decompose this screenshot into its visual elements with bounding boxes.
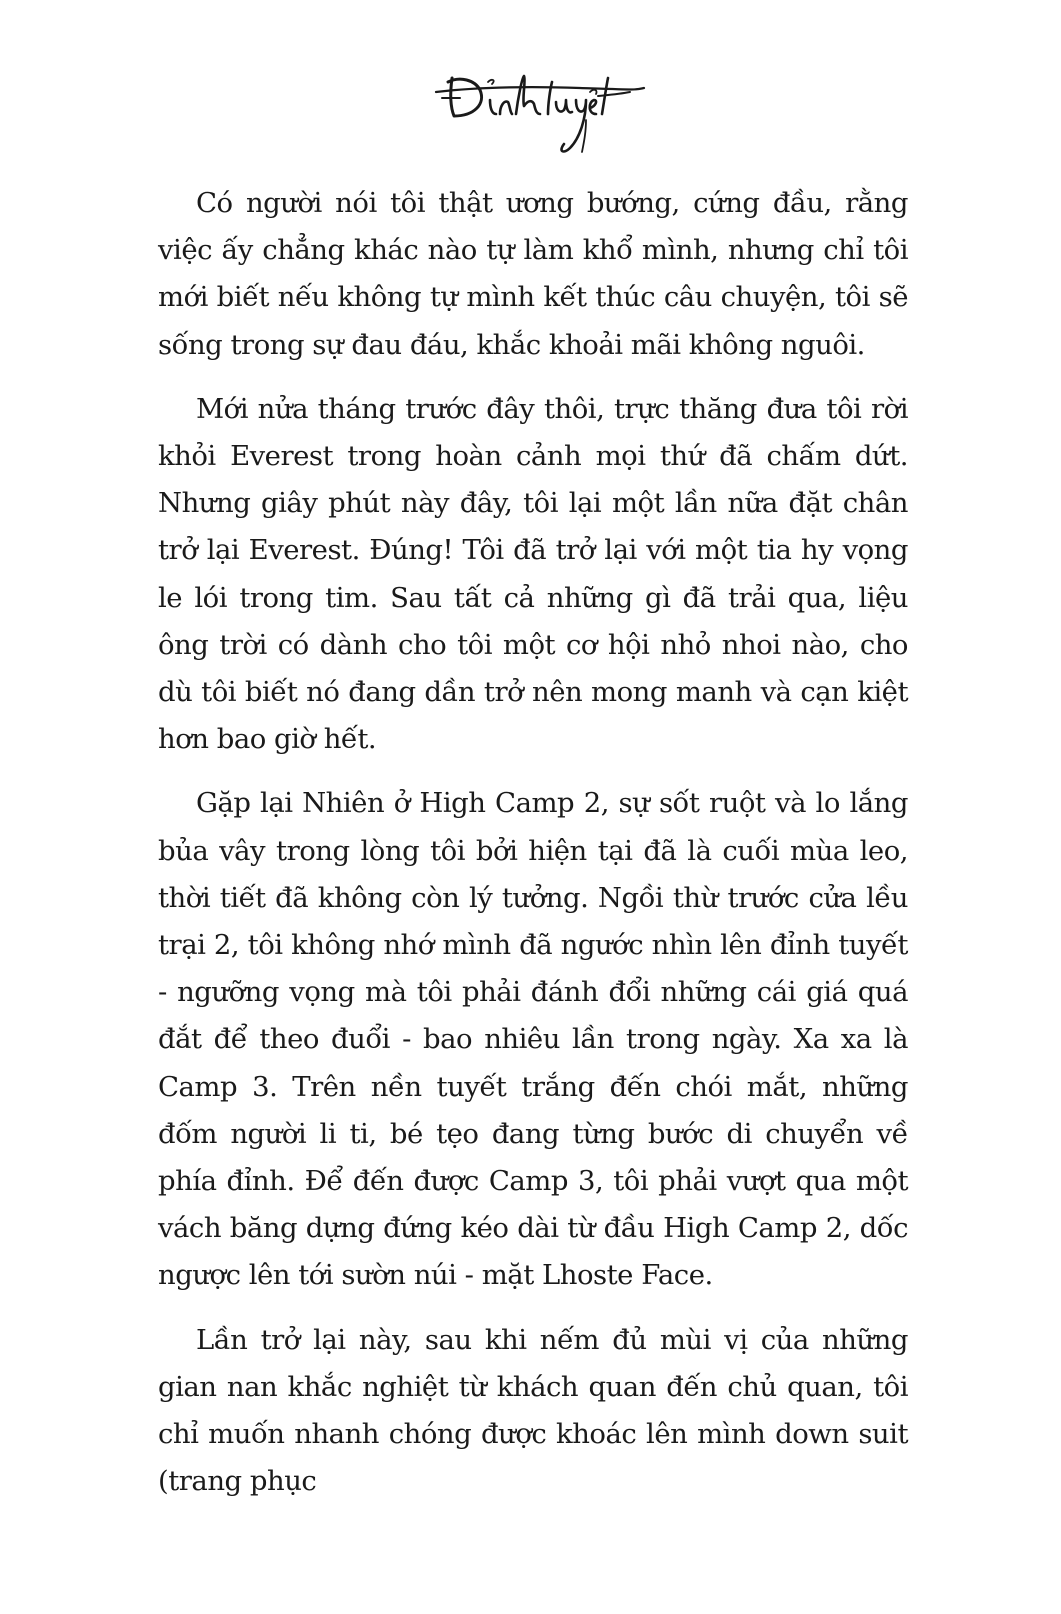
paragraph-4: Lần trở lại này, sau khi nếm đủ mùi vị của những gian nan khắc nghiệt từ khách quan đến chủ quan, tôi chỉ muốn nhanh chóng được khoác lên mình down suit (trang phục (158, 1323, 908, 1498)
paragraph-2: Mới nửa tháng trước đây thôi, trực thăng đưa tôi rời khỏi Everest trong hoàn cảnh mọi thứ đã chấm dứt. Nhưng giây phút này đây, tôi lại một lần nữa đặt chân trở lại Everest. Đúng! Tôi đã trở lại với một tia hy vọng le lói trong tim. Sau tất cả những gì đã trải qua, liệu ông trời có dành cho tôi một cơ hội nhỏ nhoi nào, cho dù tôi biết nó đang dần trở nên mong manh và cạn kiệt hơn bao giờ hết. (158, 392, 908, 756)
handwritten-title-logo (430, 68, 650, 160)
title-logo (430, 68, 650, 160)
paragraph-1: Có người nói tôi thật ương bướng, cứng đầu, rằng việc ấy chẳng khác nào tự làm khổ mình, nhưng chỉ tôi mới biết nếu không tự mình kết thúc câu chuyện, tôi sẽ sống trong sự đau đáu, khắc khoải mãi không nguôi. (158, 187, 908, 361)
body-text (158, 180, 908, 1522)
paragraph-3: Gặp lại Nhiên ở High Camp 2, sự sốt ruột và lo lắng bủa vây trong lòng tôi bởi hiện tại đã là cuối mùa leo, thời tiết đã không còn lý tưởng. Ngồi thừ trước cửa lều trại 2, tôi không nhớ mình đã ngước nhìn lên đỉnh tuyết - ngưỡng vọng mà tôi phải đánh đổi những cái giá quá đắt để theo đuổi - bao nhiêu lần trong ngày. Xa xa là Camp 3. Trên nền tuyết trắng đến chói mắt, những đốm người li ti, bé tẹo đang từng bước di chuyển về phía đỉnh. Để đến được Camp 3, tôi phải vượt qua một vách băng dựng đứng kéo dài từ đầu High Camp 2, dốc ngược lên tới sườn núi - mặt Lhoste Face. (158, 787, 908, 1292)
